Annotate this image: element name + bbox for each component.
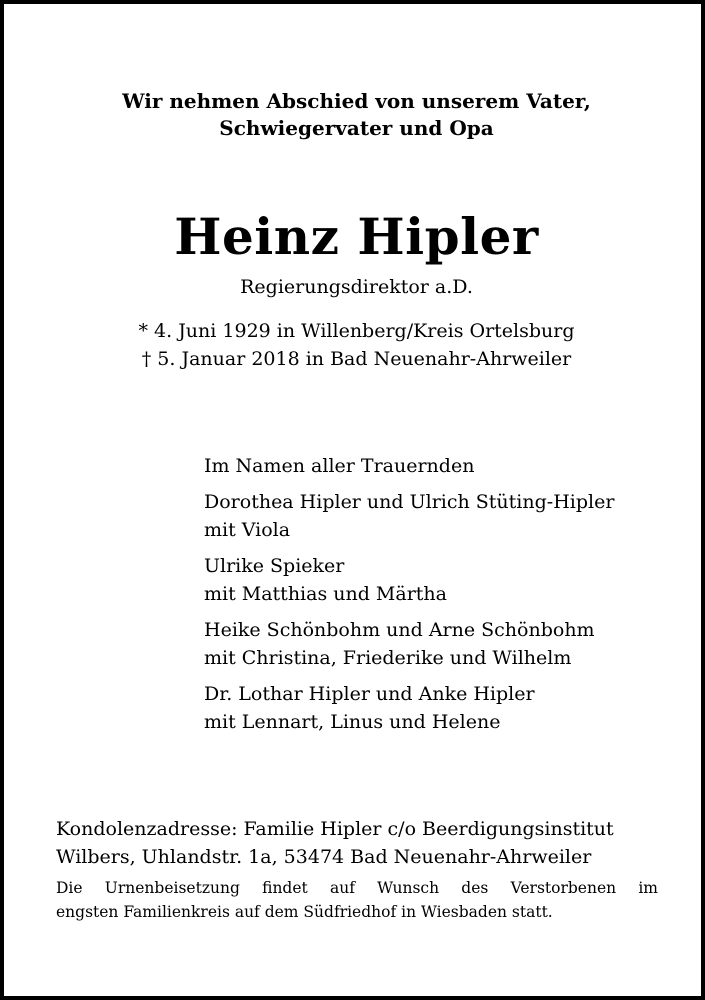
mourners-intro: Im Namen aller Trauernden xyxy=(204,455,475,477)
farewell-heading-line-2: Schwiegervater und Opa xyxy=(219,116,494,140)
farewell-heading xyxy=(4,88,705,142)
mourner-group-names: Dr. Lothar Hipler und Anke Hipler xyxy=(204,683,535,705)
condolence-address-line-1: Kondolenzadresse: Familie Hipler c/o Beerdigungsinstitut xyxy=(56,818,614,840)
mourner-group xyxy=(204,680,674,736)
mourner-group xyxy=(204,616,674,672)
birth-date: * 4. Juni 1929 in Willenberg/Kreis Ortelsburg xyxy=(138,320,575,342)
mourner-group xyxy=(204,488,674,544)
burial-note xyxy=(56,876,658,924)
mourner-group-children: mit Matthias und Märtha xyxy=(204,583,447,605)
mourner-group-names: Dorothea Hipler und Ulrich Stüting-Hipler xyxy=(204,491,615,513)
deceased-name: Heinz Hipler xyxy=(174,207,539,266)
mourner-group xyxy=(204,552,674,608)
mourner-group-names: Ulrike Spieker xyxy=(204,555,345,577)
burial-note-line-1: Die Urnenbeisetzung findet auf Wunsch des Verstorbenen im xyxy=(56,879,658,897)
burial-note-line-2: engsten Familienkreis auf dem Südfriedhof in Wiesbaden statt. xyxy=(56,903,553,921)
mourners-list xyxy=(204,452,674,744)
condolence-address xyxy=(56,815,666,871)
mourner-group-children: mit Lennart, Linus und Helene xyxy=(204,711,501,733)
mourner-group-children: mit Viola xyxy=(204,519,291,541)
death-date: † 5. Januar 2018 in Bad Neuenahr-Ahrweiler xyxy=(141,348,572,370)
mourner-group-names: Heike Schönbohm und Arne Schönbohm xyxy=(204,619,595,641)
deceased-title: Regierungsdirektor a.D. xyxy=(240,276,473,298)
life-dates xyxy=(4,317,705,373)
farewell-heading-line-1: Wir nehmen Abschied von unserem Vater, xyxy=(122,89,591,113)
condolence-address-line-2: Wilbers, Uhlandstr. 1a, 53474 Bad Neuenahr-Ahrweiler xyxy=(56,846,592,868)
mourner-group-children: mit Christina, Friederike und Wilhelm xyxy=(204,647,572,669)
